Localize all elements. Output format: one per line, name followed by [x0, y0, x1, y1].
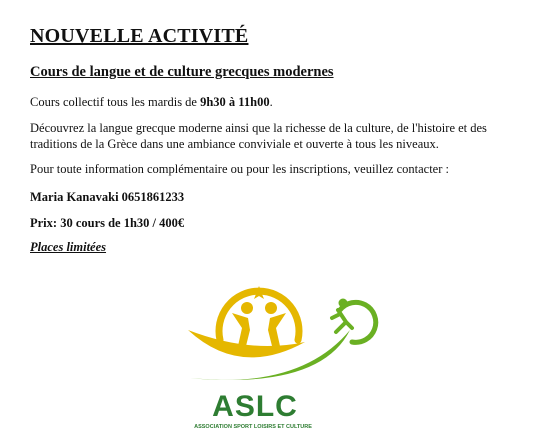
page-title: NOUVELLE ACTIVITÉ: [30, 25, 249, 47]
contact-intro: Pour toute information complémentaire ou pour les inscriptions, veuillez contacter :: [30, 162, 449, 176]
schedule-paragraph: [30, 95, 273, 111]
logo-wordmark: ASLC: [212, 390, 298, 423]
schedule-prefix: Cours collectif tous les mardis de: [30, 95, 201, 109]
course-title: Cours de langue et de culture grecques modernes: [30, 64, 334, 80]
description-paragraph: [30, 121, 487, 152]
logo-tagline: ASSOCIATION SPORT LOISIRS ET CULTURE: [194, 424, 312, 430]
schedule-suffix: .: [269, 95, 273, 109]
description-line-1: Découvrez la langue grecque moderne ainsi que la richesse de la culture, de l'histoire et des: [30, 121, 487, 135]
schedule-time: 9h30 à 11h00: [200, 95, 270, 109]
contact-info: Maria Kanavaki 0651861233: [30, 190, 185, 204]
price-info: Prix: 30 cours de 1h30 / 400€: [30, 216, 185, 230]
places-limited: Places limitées: [30, 240, 107, 254]
description-line-2: traditions de la Grèce dans une ambiance conviviale et ouverte à tous les niveaux.: [30, 136, 439, 151]
